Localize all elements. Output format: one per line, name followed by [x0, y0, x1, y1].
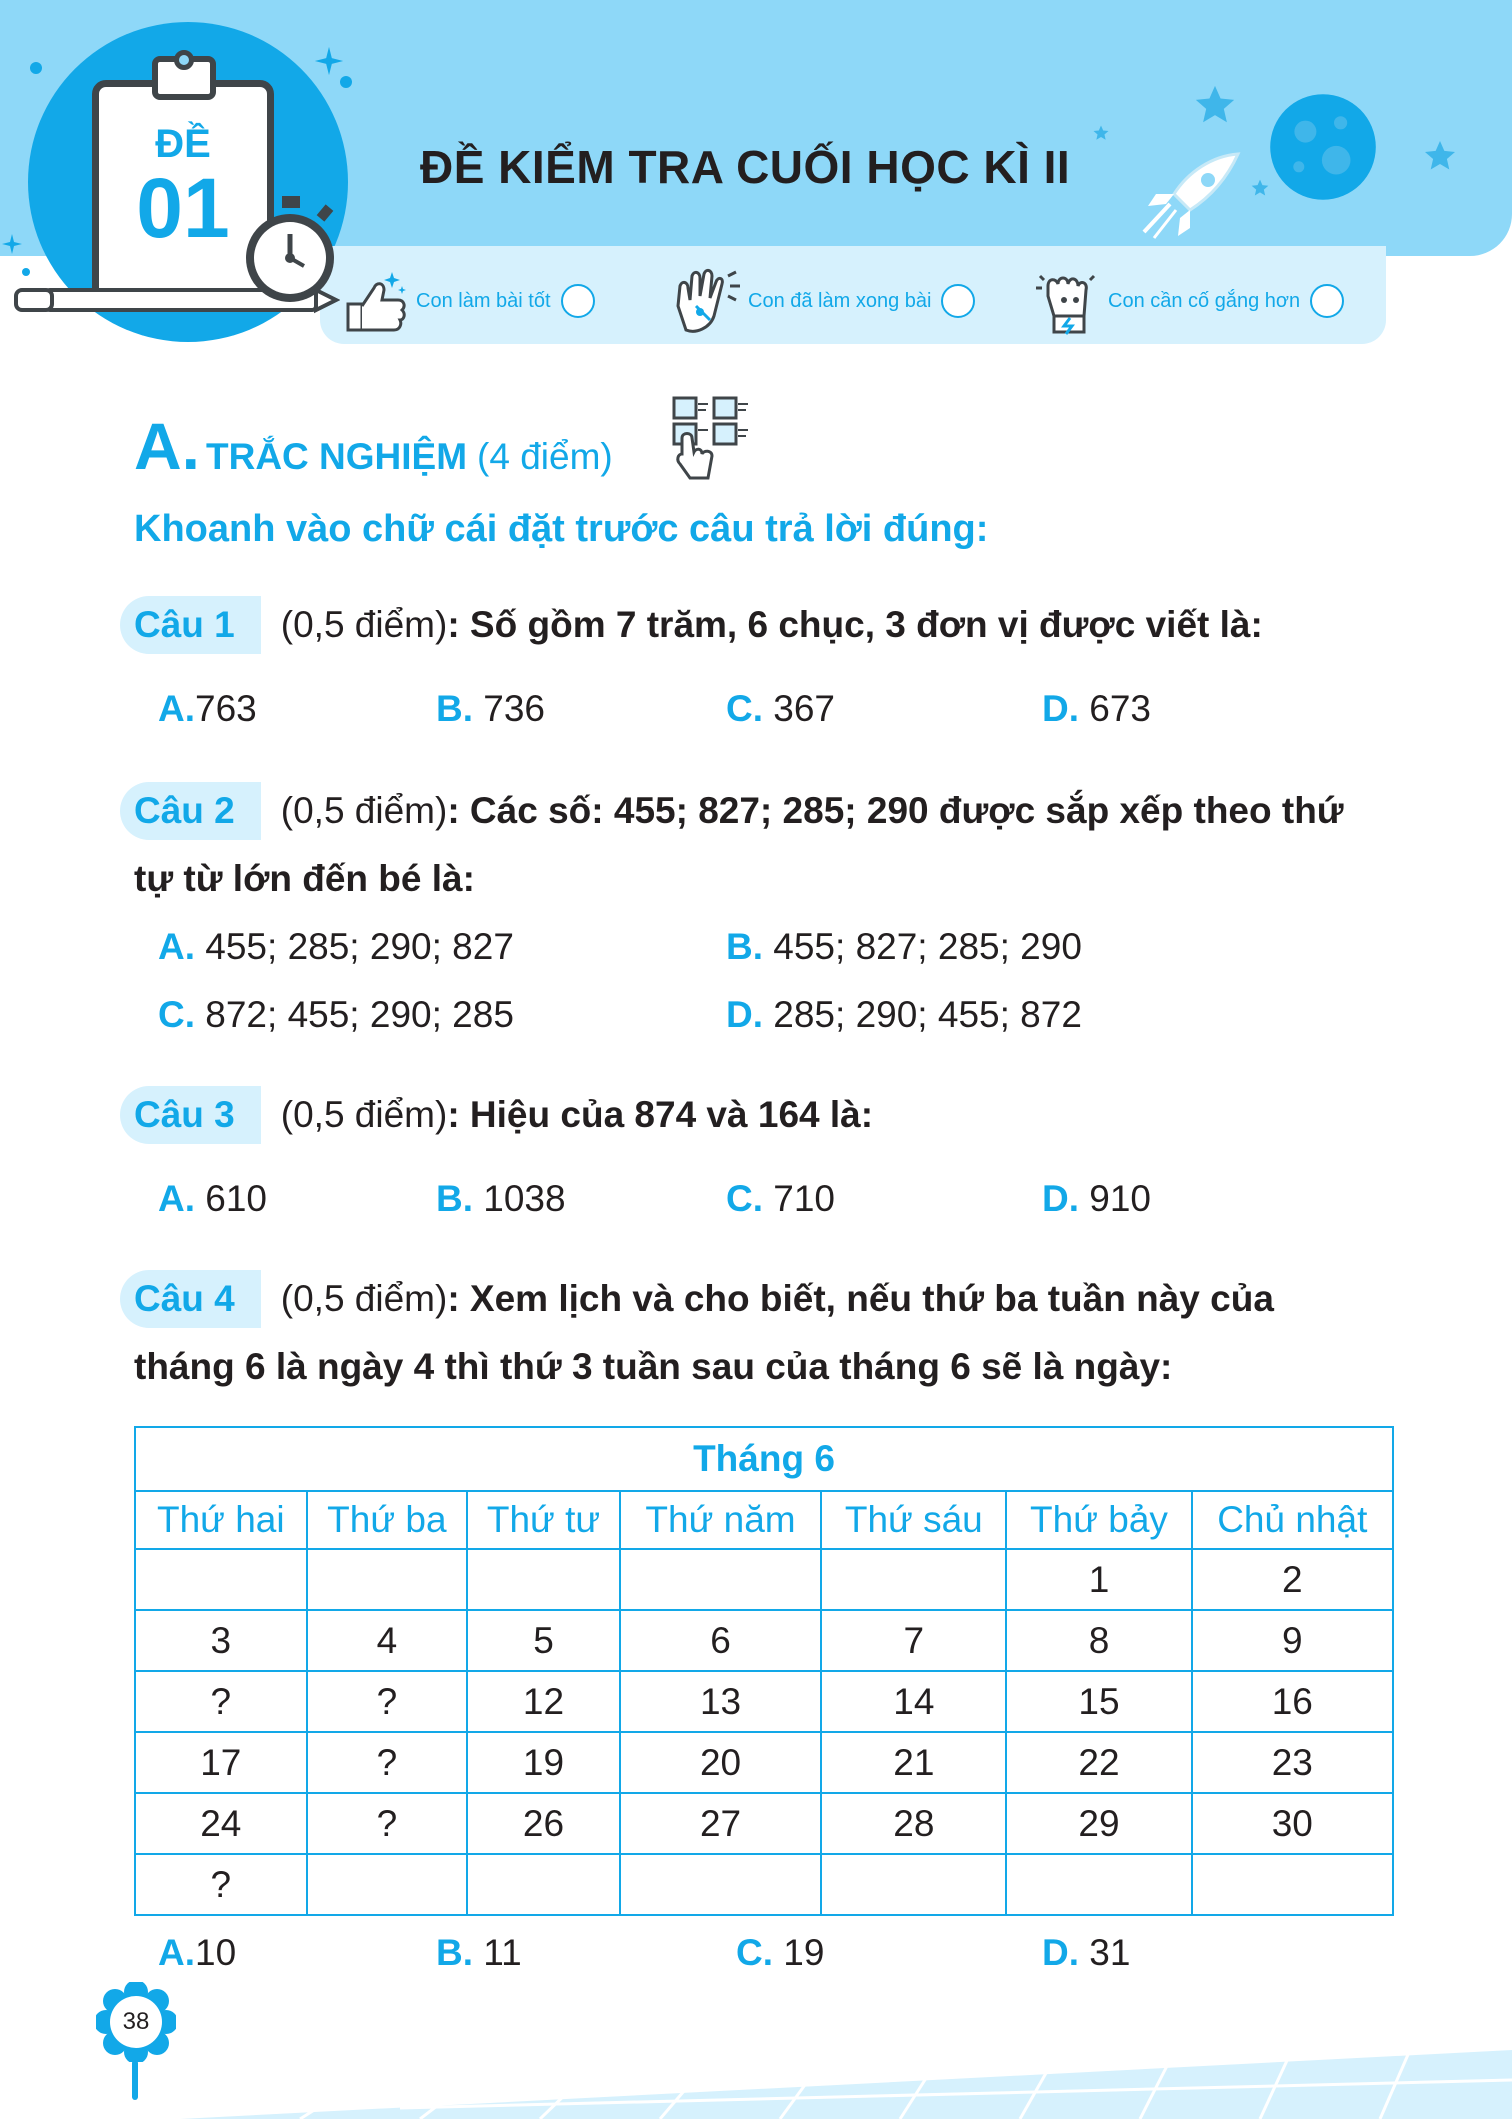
section-points: (4 điểm): [477, 436, 613, 477]
calendar-cell: 16: [1192, 1671, 1393, 1732]
self-assess-checkbox[interactable]: [1310, 284, 1344, 318]
planet-icon: [1268, 92, 1378, 202]
badge-good-work: [338, 266, 595, 336]
calendar-cell: [307, 1854, 468, 1915]
calendar-cell: 26: [467, 1793, 620, 1854]
dot-decoration: [340, 76, 352, 88]
calendar-cell: 5: [467, 1610, 620, 1671]
calendar-day-header: Chủ nhật: [1192, 1491, 1393, 1549]
option-d[interactable]: D. 285; 290; 455; 872: [726, 994, 1082, 1035]
calendar-cell: [307, 1549, 468, 1610]
option-b[interactable]: B. 736: [436, 688, 546, 729]
calendar-week-row: [135, 1732, 1393, 1793]
calendar-cell: 3: [135, 1610, 307, 1671]
calendar-header-row: [135, 1491, 1393, 1549]
dot-decoration: [22, 268, 30, 276]
badge-finished: [670, 266, 975, 336]
calendar-cell: 23: [1192, 1732, 1393, 1793]
option-a[interactable]: A. 610: [158, 1178, 268, 1219]
calendar-cell: 30: [1192, 1793, 1393, 1854]
star-icon: [1422, 138, 1458, 174]
page-number: 38: [122, 2008, 150, 2035]
calendar-cell: [467, 1549, 620, 1610]
option-a[interactable]: A.10: [158, 1932, 237, 1973]
question-points: (0,5 điểm): [280, 1094, 448, 1135]
page-number-stem: [132, 2060, 138, 2100]
option-d[interactable]: D. 673: [1042, 688, 1152, 729]
option-d[interactable]: D. 31: [1042, 1932, 1131, 1973]
option-b[interactable]: B. 1038: [436, 1178, 566, 1219]
calendar-cell: [1192, 1854, 1393, 1915]
star-icon: [1192, 82, 1238, 128]
calendar-cell: ?: [307, 1671, 468, 1732]
calendar-title: Tháng 6: [135, 1427, 1393, 1491]
question-points: (0,5 điểm): [280, 790, 448, 831]
stopwatch-icon: [240, 196, 340, 308]
option-c[interactable]: C. 367: [726, 688, 836, 729]
page-title: ĐỀ KIỂM TRA CUỐI HỌC KÌ II: [420, 141, 1071, 193]
question-text: : Số gồm 7 trăm, 6 chục, 3 đơn vị được viết là:: [447, 604, 1263, 645]
calendar-day-header: Thứ sáu: [821, 1491, 1006, 1549]
calendar-day-header: Thứ bảy: [1006, 1491, 1191, 1549]
instruction: Khoanh vào chữ cái đặt trước câu trả lời đúng:: [134, 508, 989, 550]
option-d[interactable]: D. 910: [1042, 1178, 1152, 1219]
question-points: (0,5 điểm): [280, 1278, 448, 1319]
calendar-cell: 8: [1006, 1610, 1191, 1671]
multiple-choice-icon: [668, 394, 752, 480]
self-assess-checkbox[interactable]: [941, 284, 975, 318]
calendar-cell: 27: [620, 1793, 821, 1854]
exam-label: ĐỀ: [155, 122, 211, 166]
calendar-table: [134, 1426, 1394, 1916]
question-text-line2: tự từ lớn đến bé là:: [134, 858, 475, 899]
section-a-heading: [134, 408, 613, 484]
badge-label: Con cần cố gắng hơn: [1108, 289, 1301, 312]
calendar-cell: 24: [135, 1793, 307, 1854]
badge-label: Con làm bài tốt: [416, 289, 551, 312]
calendar-cell: 22: [1006, 1732, 1191, 1793]
calendar-cell: 13: [620, 1671, 821, 1732]
calendar-cell: 28: [821, 1793, 1006, 1854]
self-assess-checkbox[interactable]: [561, 284, 595, 318]
option-c[interactable]: C. 19: [736, 1932, 825, 1973]
calendar-cell: 1: [1006, 1549, 1191, 1610]
question-label: Câu 1: [120, 596, 261, 654]
calendar-cell: 12: [467, 1671, 620, 1732]
fist-icon: [1030, 266, 1102, 336]
calendar-cell: [821, 1549, 1006, 1610]
dot-decoration: [30, 62, 42, 74]
clipboard-clip-hole: [174, 50, 194, 70]
calendar-cell: 17: [135, 1732, 307, 1793]
badge-label: Con đã làm xong bài: [748, 289, 932, 312]
question-label: Câu 4: [120, 1270, 261, 1328]
option-a[interactable]: A.763: [158, 688, 257, 729]
calendar-day-header: Thứ năm: [620, 1491, 821, 1549]
question-2: [120, 782, 1344, 840]
clapping-hands-icon: [670, 266, 742, 336]
option-c[interactable]: C. 710: [726, 1178, 836, 1219]
star-icon: [0, 232, 24, 256]
question-text: : Hiệu của 874 và 164 là:: [447, 1094, 874, 1135]
calendar-cell: ?: [307, 1732, 468, 1793]
option-a[interactable]: A. 455; 285; 290; 827: [158, 926, 514, 967]
thumbs-up-icon: [338, 266, 410, 336]
calendar-cell: 6: [620, 1610, 821, 1671]
question-3: [120, 1086, 873, 1144]
calendar-cell: 19: [467, 1732, 620, 1793]
question-text: : Xem lịch và cho biết, nếu thứ ba tuần này của: [447, 1278, 1274, 1319]
calendar-day-header: Thứ hai: [135, 1491, 307, 1549]
calendar-day-header: Thứ tư: [467, 1491, 620, 1549]
calendar-cell: 9: [1192, 1610, 1393, 1671]
calendar-cell: [821, 1854, 1006, 1915]
question-text: : Các số: 455; 827; 285; 290 được sắp xếp theo thứ: [447, 790, 1344, 831]
calendar-cell: 15: [1006, 1671, 1191, 1732]
calendar-cell: 29: [1006, 1793, 1191, 1854]
option-b[interactable]: B. 11: [436, 1932, 522, 1973]
star-icon: [1250, 178, 1270, 198]
calendar-cell: 2: [1192, 1549, 1393, 1610]
star-icon: [1092, 124, 1110, 142]
calendar-cell: ?: [135, 1854, 307, 1915]
calendar-cell: [620, 1549, 821, 1610]
calendar-cell: [1006, 1854, 1191, 1915]
rocket-icon: [1130, 148, 1246, 240]
section-letter: A.: [134, 409, 200, 483]
question-points: (0,5 điểm): [280, 604, 448, 645]
question-text-line2: tháng 6 là ngày 4 thì thứ 3 tuần sau của tháng 6 sẽ là ngày:: [134, 1346, 1173, 1387]
section-title: TRẮC NGHIỆM: [206, 436, 468, 477]
star-icon: [312, 44, 346, 78]
calendar-week-row: [135, 1854, 1393, 1915]
calendar-week-row: [135, 1549, 1393, 1610]
question-label: Câu 2: [120, 782, 261, 840]
calendar-week-row: [135, 1671, 1393, 1732]
calendar-cell: [620, 1854, 821, 1915]
calendar-week-row: [135, 1793, 1393, 1854]
exam-number: 01: [136, 161, 230, 255]
calendar-cell: 21: [821, 1732, 1006, 1793]
calendar-week-row: [135, 1610, 1393, 1671]
calendar-cell: [467, 1854, 620, 1915]
option-c[interactable]: C. 872; 455; 290; 285: [158, 994, 514, 1035]
calendar-cell: 14: [821, 1671, 1006, 1732]
calendar-cell: 4: [307, 1610, 468, 1671]
bottom-grid-decoration: [0, 2010, 1512, 2119]
calendar-day-header: Thứ ba: [307, 1491, 468, 1549]
calendar-cell: ?: [307, 1793, 468, 1854]
option-b[interactable]: B. 455; 827; 285; 290: [726, 926, 1082, 967]
calendar-cell: ?: [135, 1671, 307, 1732]
badge-try-harder: [1030, 266, 1344, 336]
calendar-cell: 20: [620, 1732, 821, 1793]
question-4: [120, 1270, 1274, 1328]
question-1: [120, 596, 1263, 654]
question-label: Câu 3: [120, 1086, 261, 1144]
calendar-cell: 7: [821, 1610, 1006, 1671]
calendar-cell: [135, 1549, 307, 1610]
